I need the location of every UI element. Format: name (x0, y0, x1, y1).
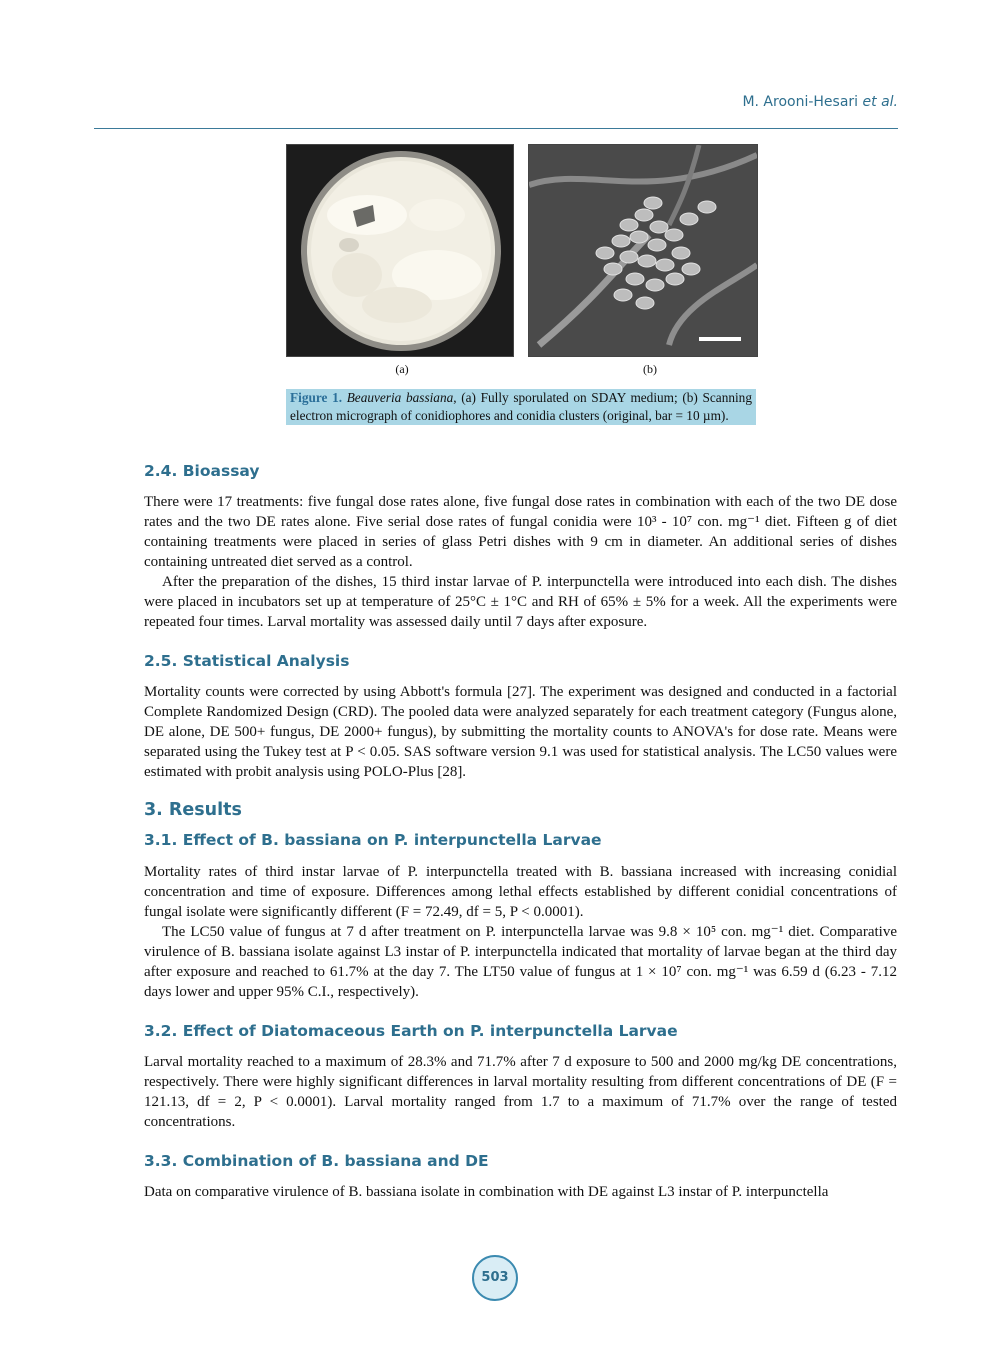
paragraph-3-1-a: Mortality rates of third instar larvae of P. interpunctella treated with B. bassiana increased with increasing conidial concentration and time of exposure. Differences among lethal effects established by different conidial concentrations of fungal isolate were significantly different (F = 72.49, df = 5, P < 0.0001). (144, 864, 897, 920)
section-title-3-1: 3.1. Effect of B. bassiana on P. interpunctella Larvae (144, 831, 602, 849)
petri-dish-photo (286, 144, 514, 357)
paragraph-2-5-a: Mortality counts were corrected by using Abbott's formula [27]. The experiment was designed and conducted in a factorial Complete Randomized Design (CRD). The pooled data were analyzed separately for each treatment category (Fungus alone, DE alone, DE 500+ fungus, DE 2000+ fungus), by submitting the mortality counts to ANOVA's for dose rate. Means were separated using the Tukey test at P < 0.05. SAS software version 9.1 was used for statistical analysis. The LC50 values were estimated with probit analysis using POLO-Plus [28]. (144, 684, 897, 780)
header-author: M. Arooni-Hesari (742, 94, 859, 110)
subfigure-label-b: (b) (643, 362, 657, 376)
subfigure-label-a: (a) (395, 362, 409, 376)
figure-species: Beauveria bassiana (346, 390, 454, 405)
sem-micrograph (528, 144, 758, 357)
paragraph-2-4-b: After the preparation of the dishes, 15 third instar larvae of P. interpunctella were introduced into each dish. The dishes were placed in incubators set up at temperature of 25°C ± 1°C and RH of 65% ± 5% for a week. All the experiments were repeated four times. Larval mortality was assessed daily until 7 days after exposure. (144, 574, 897, 630)
header-rule (94, 128, 898, 129)
header-etal: et al. (862, 94, 898, 110)
figure-caption-text: , (a) Fully sporulated on SDAY medium; (b) Scanning electron micrograph of conidiophores and conidia clusters (original, bar = 10 µm). (290, 390, 752, 423)
paragraph-2-4-a: There were 17 treatments: five fungal dose rates alone, five fungal dose rates in combination with each of the two DE dose rates and the two DE rates alone. Five serial dose rates of fungal conidia were 10³ - 10⁷ con. mg⁻¹ diet. Fifteen g of diet containing treatments were placed in series of glass Petri dishes with 9 cm in diameter. An additional series of dishes containing untreated diet served as a control. (144, 494, 897, 570)
section-title-3-3: 3.3. Combination of B. bassiana and DE (144, 1152, 489, 1170)
section-title-3: 3. Results (144, 800, 242, 820)
section-title-3-2: 3.2. Effect of Diatomaceous Earth on P. interpunctella Larvae (144, 1022, 678, 1040)
section-title-2-5: 2.5. Statistical Analysis (144, 652, 350, 670)
figure-label: Figure 1. (290, 390, 343, 405)
section-title-2-4: 2.4. Bioassay (144, 462, 260, 480)
figure-caption (286, 389, 756, 425)
running-header (742, 94, 898, 110)
paragraph-3-1-b: The LC50 value of fungus at 7 d after treatment on P. interpunctella larvae was 9.8 × 10⁵ con. mg⁻¹ diet. Comparative virulence of B. bassiana isolate against L3 instar of P. interpunctella indicated that mortality of larvae began at the third day after exposure and reached to 61.7% at the day 7. The LT50 value of fungus at 1 × 10⁷ con. mg⁻¹ was 6.59 d (6.23 - 7.12 days lower and upper 95% C.I., respectively). (144, 924, 897, 1000)
scale-bar (699, 337, 741, 341)
page-number: 503 (472, 1255, 518, 1301)
paragraph-3-3-a: Data on comparative virulence of B. bassiana isolate in combination with DE against L3 instar of P. interpunctella (144, 1184, 829, 1200)
paragraph-3-2-a: Larval mortality reached to a maximum of 28.3% and 71.7% after 7 d exposure to 500 and 2000 mg/kg DE concentrations, respectively. There were highly significant differences in larval mortality resulting from different concentrations of DE (F = 121.13, df = 2, P < 0.0001). Larval mortality ranged from 1.7 to a maximum of 71.7% over the range of tested concentrations. (144, 1054, 897, 1130)
